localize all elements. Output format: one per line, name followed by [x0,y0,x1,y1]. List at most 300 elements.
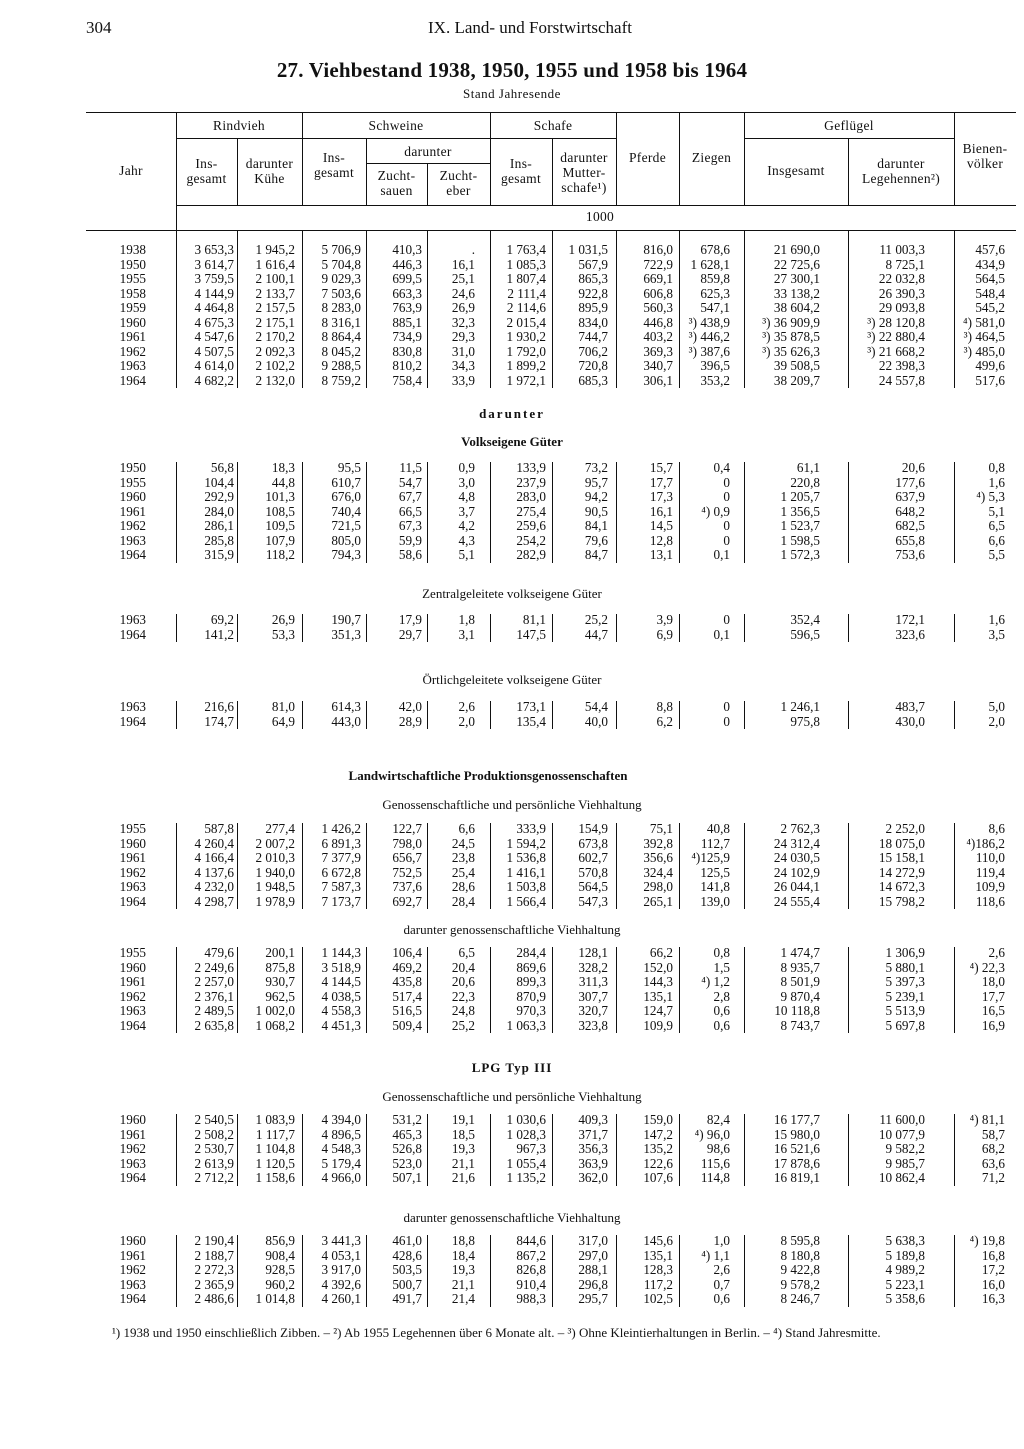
table-cell: 2 272,3 [194,1262,234,1277]
table-cell: 26 044,1 [773,879,820,894]
table-cell: 284,4 [516,945,546,960]
table-cell: ⁴) 22,3 [969,959,1005,975]
table-cell: 19,1 [451,1112,475,1127]
table-cell: 740,4 [331,503,361,519]
table-cell: 2 252,0 [885,821,925,836]
table-cell: 2 508,2 [194,1126,234,1142]
data-block-typ3-gesamt [0,1113,1024,1186]
table-cell: 73,2 [584,460,608,475]
table-cell: ⁴)125,9 [691,850,730,865]
table-cell: 24,5 [451,835,475,851]
table-cell: 7 377,9 [321,850,361,865]
table-cell: 8 501,9 [780,974,820,989]
table-cell: 8 743,7 [780,1017,820,1033]
table-cell: 53,3 [271,626,295,642]
table-cell: 676,0 [331,489,361,504]
table-cell: 15 158,1 [878,850,925,865]
table-cell: 4 614,0 [194,358,234,373]
table-cell: 54,4 [584,699,608,714]
table-cell: 24 555,4 [773,893,820,909]
table-cell: 18,8 [451,1233,475,1248]
table-cell: 9 870,4 [780,988,820,1004]
table-row [0,961,1024,976]
table-row [0,975,1024,990]
table-cell: 237,9 [516,474,546,490]
table-cell: 369,3 [643,343,673,359]
table-row [0,1128,1024,1143]
table-cell: 517,4 [392,988,422,1004]
table-cell: 112,7 [700,835,730,851]
cell-year: 1955 [119,821,146,836]
table-cell: 1,5 [713,959,730,975]
table-cell: 6 891,3 [321,835,361,851]
table-cell: 2 257,0 [194,974,234,989]
table-cell: ³) 21 668,2 [867,343,925,359]
table-row [0,1278,1024,1293]
header-bottom-rule [86,230,1016,231]
table-cell: 465,3 [392,1126,422,1142]
chapter-title: IX. Land- und Forstwirtschaft [428,18,632,37]
table-cell: 4 053,1 [321,1247,361,1263]
table-cell: 22,3 [451,988,475,1004]
table-cell: 899,3 [516,974,546,989]
table-cell: 141,2 [204,626,234,642]
table-cell: 39 508,5 [773,358,820,373]
table-cell: 4 966,0 [321,1170,361,1185]
table-cell: 1 205,7 [780,489,820,504]
data-block-lpg-gesamt [0,822,1024,909]
table-cell: 443,0 [331,713,361,729]
table-cell: 1 930,2 [506,329,546,344]
table-cell: 200,1 [265,945,295,960]
table-cell: 135,1 [643,988,673,1004]
table-cell: 311,3 [578,974,608,989]
table-cell: 109,9 [975,879,1005,894]
table-cell: 1 763,4 [506,242,546,257]
table-cell: 706,2 [578,343,608,359]
table-cell: 2 015,4 [506,314,546,330]
table-cell: 2 762,3 [780,821,820,836]
table-cell: 2 249,6 [194,959,234,975]
table-cell: 2,6 [988,945,1005,960]
col-header-schweine-insgesamt: Ins- gesamt [313,150,355,180]
table-cell: 2 111,4 [507,285,546,301]
table-cell: 483,7 [895,699,925,714]
table-cell: 602,7 [578,850,608,865]
table-cell: 323,6 [895,626,925,642]
table-cell: 1 063,3 [506,1017,546,1033]
table-cell: 44,7 [584,626,608,642]
table-cell: 17,3 [649,489,673,504]
table-cell: 32,3 [451,314,475,330]
table-cell: 6,5 [988,518,1005,533]
section-heading-darunter: darunter [479,406,545,421]
table-cell: 1 117,7 [255,1126,295,1142]
cell-year: 1963 [119,532,146,548]
table-cell: 1 068,2 [255,1017,295,1033]
table-cell: 722,9 [643,256,673,272]
table-cell: 3 518,9 [321,959,361,975]
table-cell: 22 398,3 [878,358,925,373]
table-cell: 284,0 [204,503,234,519]
table-row [0,990,1024,1005]
table-cell: ³) 35 878,5 [762,329,820,344]
table-cell: 430,0 [895,713,925,729]
cell-year: 1962 [119,1141,146,1156]
table-cell: 500,7 [392,1276,422,1292]
table-cell: 2,0 [458,713,475,729]
table-cell: 1 104,8 [255,1141,295,1156]
table-cell: 3 917,0 [321,1262,361,1277]
table-cell: 567,9 [578,256,608,272]
table-cell: 320,7 [578,1003,608,1018]
table-cell: 1 085,3 [506,256,546,272]
cell-year: 1960 [119,959,146,975]
table-cell: 28,9 [398,713,422,729]
table-cell: 4 989,2 [885,1262,925,1277]
table-cell: 4 682,2 [194,372,234,388]
table-cell: 5,1 [988,503,1005,519]
table-cell: 216,6 [204,699,234,714]
cell-year: 1963 [119,1155,146,1171]
table-cell: 5,1 [458,547,475,562]
table-cell: 33,9 [451,372,475,388]
table-cell: 25,1 [451,271,475,286]
table-cell: 22 032,8 [878,271,925,286]
table-cell: ⁴) 581,0 [963,314,1005,330]
table-cell: 3,1 [458,626,475,642]
table-row [0,946,1024,961]
table-cell: 2 540,5 [194,1112,234,1127]
table-cell: 24 557,8 [878,372,925,388]
table-cell: 17 878,6 [773,1155,820,1171]
cell-year: 1961 [119,1126,146,1142]
table-cell: 2 007,2 [255,835,295,851]
table-cell: 6,2 [656,713,673,729]
table-cell: 758,4 [392,372,422,388]
table-cell: 2 376,1 [194,988,234,1004]
table-cell: ⁴) 96,0 [694,1126,730,1142]
table-cell: 25,2 [584,612,608,627]
table-cell: 220,8 [790,474,820,490]
cell-year: 1963 [119,1003,146,1018]
table-cell: 8 725,1 [885,256,925,272]
table-cell: 24,8 [451,1003,475,1018]
table-cell: 147,5 [516,626,546,642]
table-cell: 1 474,7 [780,945,820,960]
table-cell: 885,1 [392,314,422,330]
col-header-rindvieh: Rindvieh [213,118,265,133]
table-cell: 988,3 [516,1291,546,1306]
table-cell: 655,8 [895,532,925,548]
table-cell: 2 132,0 [255,372,295,388]
table-cell: 81,1 [522,612,546,627]
table-cell: 517,6 [975,372,1005,388]
table-cell: 5 189,8 [885,1247,925,1263]
section-subheading-volkseigene: Volkseigene Güter [461,434,563,449]
table-cell: 844,6 [516,1233,546,1248]
table-cell: 10 077,9 [878,1126,925,1142]
table-cell: 4 558,3 [321,1003,361,1018]
table-cell: 4 548,3 [321,1141,361,1156]
table-cell: 1 503,8 [506,879,546,894]
table-cell: 6,9 [656,626,673,642]
table-cell: 975,8 [790,713,820,729]
cell-year: 1960 [119,835,146,851]
section-subheading-lpg-darunter: darunter genossenschaftliche Viehhaltung [403,922,621,937]
cell-year: 1960 [119,1233,146,1248]
table-row [0,548,1024,563]
table-cell: 107,9 [265,532,295,548]
table-cell: 491,7 [392,1291,422,1306]
table-cell: 446,8 [643,314,673,330]
table-cell: 435,8 [392,974,422,989]
table-cell: 606,8 [643,285,673,301]
table-cell: 67,7 [398,489,422,504]
table-cell: 106,4 [392,945,422,960]
table-cell: 1 978,9 [255,893,295,909]
table-row [0,476,1024,491]
table-cell: 84,7 [584,547,608,562]
table-cell: 14 272,9 [878,864,925,880]
table-cell: 5 513,9 [885,1003,925,1018]
table-cell: 56,8 [210,460,234,475]
table-cell: 0,1 [713,626,730,642]
table-row [0,628,1024,643]
table-cell: 297,0 [578,1247,608,1263]
table-row [0,837,1024,852]
cell-year: 1962 [119,518,146,533]
table-cell: 9 578,2 [780,1276,820,1292]
table-cell: 82,4 [706,1112,730,1127]
table-cell: 340,7 [643,358,673,373]
cell-year: 1961 [119,974,146,989]
table-cell: 4 144,9 [194,285,234,301]
table-cell: 29,3 [451,329,475,344]
table-cell: 5 638,3 [885,1233,925,1248]
table-cell: 434,9 [975,256,1005,272]
table-cell: 15 980,0 [773,1126,820,1142]
table-cell: 173,1 [516,699,546,714]
cell-year: 1963 [119,699,146,714]
table-row [0,700,1024,715]
table-cell: 21 690,0 [773,242,820,257]
table-cell: 174,7 [204,713,234,729]
table-cell: 3 614,7 [194,256,234,272]
table-cell: 870,9 [516,988,546,1004]
col-header-pferde: Pferde [628,150,667,165]
table-cell: 275,4 [516,503,546,519]
table-cell: 135,1 [643,1247,673,1263]
table-cell: 23,8 [451,850,475,865]
table-cell: 1 416,1 [506,864,546,880]
table-row [0,1171,1024,1186]
table-cell: 159,0 [643,1112,673,1127]
table-cell: 669,1 [643,271,673,286]
table-cell: 587,8 [204,821,234,836]
table-cell: 805,0 [331,532,361,548]
table-cell: 2 010,3 [255,850,295,865]
table-cell: 564,5 [578,879,608,894]
table-cell: 1 899,2 [506,358,546,373]
table-cell: 960,2 [265,1276,295,1292]
cell-year: 1964 [119,626,146,642]
cell-year: 1961 [119,503,146,519]
table-row [0,851,1024,866]
table-row [0,330,1024,345]
table-cell: 0,4 [713,460,730,475]
table-cell: 8 283,0 [321,300,361,315]
table-cell: 1 972,1 [506,372,546,388]
table-cell: ⁴) 0,9 [701,503,730,519]
table-cell: 306,1 [643,372,673,388]
table-cell: 895,9 [578,300,608,315]
table-cell: 967,3 [516,1141,546,1156]
table-cell: 1 120,5 [255,1155,295,1171]
table-cell: 21,4 [451,1291,475,1306]
table-cell: 503,5 [392,1262,422,1277]
table-row [0,1249,1024,1264]
table-cell: 2 157,5 [255,300,295,315]
table-cell: 469,2 [392,959,422,975]
table-cell: 3 653,3 [194,242,234,257]
section-heading-lpg: Landwirtschaftliche Produktionsgenossenschaften [348,768,628,783]
table-cell: 4 507,5 [194,343,234,359]
table-cell: 531,2 [392,1112,422,1127]
table-cell: 17,7 [649,474,673,490]
cell-year: 1950 [119,256,146,272]
table-cell: 516,5 [392,1003,422,1018]
table-cell: 409,3 [578,1112,608,1127]
table-cell: 59,9 [398,532,422,548]
table-cell: 816,0 [643,242,673,257]
table-cell: 734,9 [392,329,422,344]
table-cell: 8 246,7 [780,1291,820,1306]
table-cell: 145,6 [643,1233,673,1248]
table-cell: 859,8 [700,271,730,286]
table-cell: 20,6 [901,460,925,475]
table-row [0,866,1024,881]
table-cell: 286,1 [204,518,234,533]
table-row [0,1157,1024,1172]
table-cell: 922,8 [578,285,608,301]
table-cell: 1 523,7 [780,518,820,533]
table-cell: 265,1 [643,893,673,909]
table-cell: 25,4 [451,864,475,880]
table-cell: 610,7 [331,474,361,490]
table-cell: 75,1 [649,821,673,836]
table-cell: 0 [723,489,730,504]
table-cell: 721,5 [331,518,361,533]
table-cell: 8 180,8 [780,1247,820,1263]
table-cell: 95,5 [337,460,361,475]
table-cell: 1 356,5 [780,503,820,519]
table-cell: 8 864,4 [321,329,361,344]
table-cell: 1 426,2 [321,821,361,836]
table-cell: 118,2 [265,547,295,562]
table-cell: 28,4 [451,893,475,909]
table-cell: 307,7 [578,988,608,1004]
cell-year: 1938 [119,242,146,257]
table-cell: 17,9 [398,612,422,627]
table-cell: 856,9 [265,1233,295,1248]
col-header-zuchtsauen: Zucht- sauen [377,168,416,198]
data-block-oertlich [0,700,1024,729]
table-cell: 124,7 [643,1003,673,1018]
table-cell: 4 232,0 [194,879,234,894]
table-cell: 352,4 [790,612,820,627]
table-cell: 135,2 [643,1141,673,1156]
cell-year: 1962 [119,988,146,1004]
table-cell: 323,8 [578,1017,608,1033]
section-subheading-zentral: Zentralgeleitete volkseigene Güter [422,586,602,601]
table-cell: 15 798,2 [878,893,925,909]
table-cell: 16,0 [981,1276,1005,1292]
table-cell: 744,7 [578,329,608,344]
table-cell: 5 397,3 [885,974,925,989]
table-cell: 4,8 [458,489,475,504]
table-cell: 18 075,0 [878,835,925,851]
table-cell: 139,0 [700,893,730,909]
table-cell: 13,1 [649,547,673,562]
table-cell: 1 002,0 [255,1003,295,1018]
col-header-gefluegel: Geflügel [824,118,874,133]
table-cell: 119,4 [975,864,1005,880]
table-cell: 324,4 [643,864,673,880]
table-cell: 16,5 [981,1003,1005,1018]
table-cell: 315,9 [204,547,234,562]
table-cell: 98,6 [706,1141,730,1156]
cell-year: 1959 [119,300,146,315]
table-cell: 5 358,6 [885,1291,925,1306]
table-cell: ³) 464,5 [963,329,1005,344]
header-unit-rule [176,205,1016,206]
table-cell: 2 635,8 [194,1017,234,1033]
cell-year: 1964 [119,547,146,562]
table-cell: 798,0 [392,835,422,851]
unit-label: 1000 [585,209,615,224]
table-cell: 40,0 [584,713,608,729]
table-cell: 353,2 [700,372,730,388]
table-cell: 570,8 [578,864,608,880]
table-cell: 673,8 [578,835,608,851]
table-cell: 317,0 [578,1233,608,1248]
table-cell: 122,6 [643,1155,673,1171]
table-cell: 18,5 [451,1126,475,1142]
table-row [0,519,1024,534]
table-cell: 0,6 [713,1291,730,1306]
table-row [0,243,1024,258]
table-cell: 26,9 [451,300,475,315]
table-cell: 875,8 [265,959,295,975]
table-cell: ⁴) 1,1 [701,1247,730,1263]
table-cell: 95,7 [584,474,608,490]
table-cell: 8,6 [988,821,1005,836]
table-cell: 625,3 [700,285,730,301]
table-cell: 3,0 [458,474,475,490]
table-cell: 152,0 [643,959,673,975]
section-subheading-oertlich: Örtlichgeleitete volkseigene Güter [422,672,602,687]
table-cell: 6,6 [458,821,475,836]
table-cell: 296,8 [578,1276,608,1292]
table-cell: 31,0 [451,343,475,359]
table-cell: 499,6 [975,358,1005,373]
table-cell: ⁴) 1,2 [701,974,730,989]
table-cell: 4 896,5 [321,1126,361,1142]
table-cell: 16,3 [981,1291,1005,1306]
table-cell: 292,9 [204,489,234,504]
table-cell: 461,0 [392,1233,422,1248]
